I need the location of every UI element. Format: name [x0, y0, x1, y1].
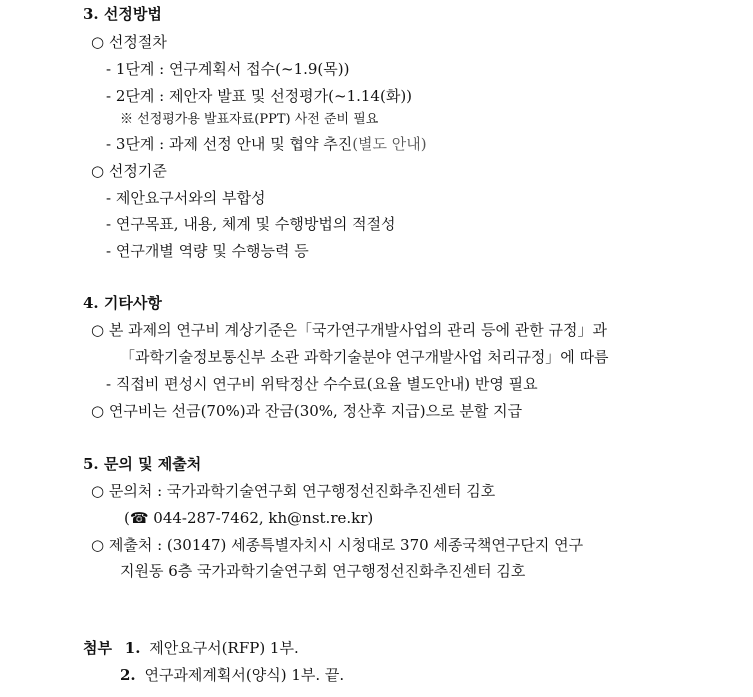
- direct-cost-note: - 직접비 편성시 연구비 위탁정산 수수료(요율 별도안내) 반영 필요: [106, 375, 538, 393]
- contact-phone-email: (☎ 044-287-7462, kh@nst.re.kr): [124, 509, 374, 527]
- criteria-item-1: - 제안요구서와의 부합성: [106, 189, 266, 207]
- criteria-item-3: - 연구개별 역량 및 수행능력 등: [106, 242, 309, 260]
- procedure-step-3-paren: (별도 안내): [352, 135, 427, 153]
- budget-criteria-line-2: 「과학기술정보통신부 소관 과학기술분야 연구개발사업 처리규정」에 따름: [120, 348, 609, 366]
- section-3-heading: 3. 선정방법: [83, 5, 162, 23]
- attachment-1: [83, 638, 299, 658]
- attachment-label: 첨부: [83, 639, 112, 657]
- attachment-2-text: 연구과제계획서(양식) 1부. 끝.: [144, 666, 345, 684]
- contact-line: ○ 문의처 : 국가과학기술연구회 연구행정선진화추진센터 김호: [91, 482, 496, 500]
- selection-procedure-label: ○ 선정절차: [91, 33, 167, 51]
- attachment-2-number: 2.: [120, 666, 136, 684]
- selection-criteria-label: ○ 선정기준: [91, 162, 167, 180]
- attachment-1-number: 1.: [124, 639, 141, 657]
- section-5-heading: 5. 문의 및 제출처: [83, 455, 202, 473]
- criteria-item-2: - 연구목표, 내용, 체계 및 수행방법의 적절성: [106, 215, 396, 233]
- attachment-1-text: 제안요구서(RFP) 1부.: [149, 639, 299, 657]
- procedure-step-3: [106, 134, 427, 154]
- procedure-step-2-note: ※ 선정평가용 발표자료(PPT) 사전 준비 필요: [120, 112, 379, 127]
- procedure-step-3-text: - 3단계 : 과제 선정 안내 및 협약 추진: [106, 135, 353, 153]
- submission-line-2: 지원동 6층 국가과학기술연구회 연구행정선진화추진센터 김호: [120, 562, 526, 580]
- procedure-step-2: - 2단계 : 제안자 발표 및 선정평가(~1.14(화)): [106, 87, 413, 105]
- procedure-step-1: - 1단계 : 연구계획서 접수(~1.9(목)): [106, 60, 350, 78]
- submission-line-1: ○ 제출처 : (30147) 세종특별자치시 시청대로 370 세종국책연구단지 연구: [91, 536, 584, 554]
- payment-split-line: ○ 연구비는 선금(70%)과 잔금(30%, 정산후 지급)으로 분할 지급: [91, 402, 523, 420]
- budget-criteria-line-1: ○ 본 과제의 연구비 계상기준은「국가연구개발사업의 관리 등에 관한 규정」과: [91, 321, 607, 339]
- section-4-heading: 4. 기타사항: [83, 294, 162, 312]
- attachment-2: [120, 665, 344, 685]
